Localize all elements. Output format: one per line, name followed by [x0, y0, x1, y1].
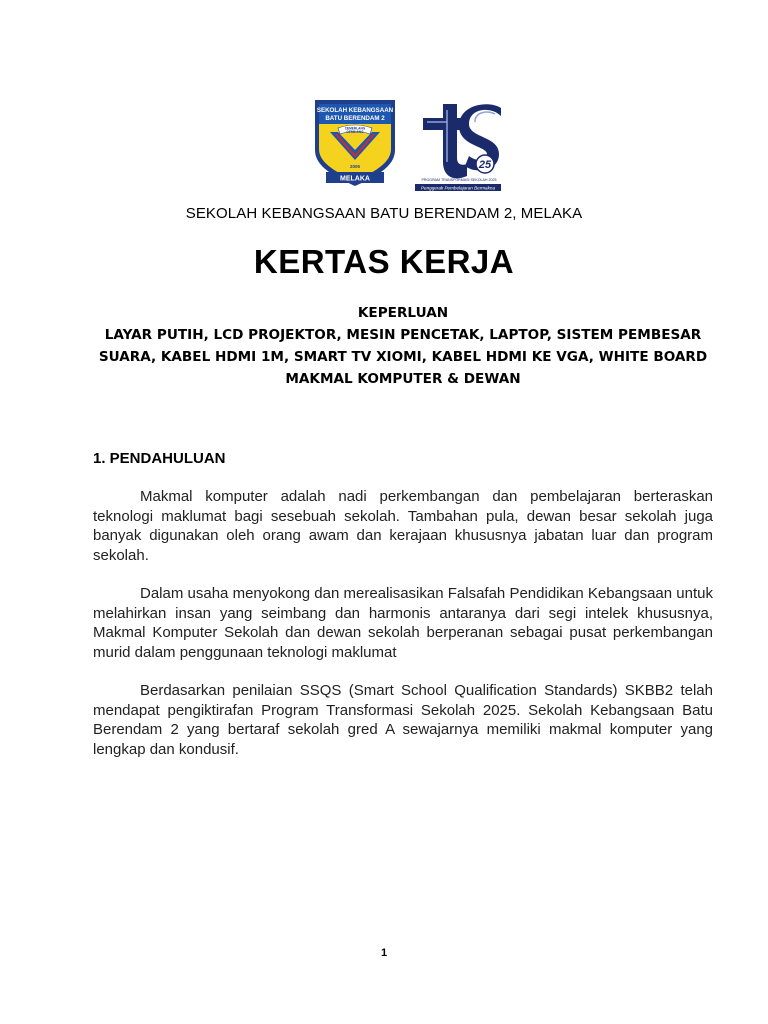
page-number: 1 [380, 947, 388, 959]
school-crest-logo [312, 98, 398, 188]
subject-label: KEPERLUAN [357, 305, 449, 321]
svg-text:BATU BERENDAM 2: BATU BERENDAM 2 [325, 115, 385, 122]
svg-text:PROGRAM TRANSFORMASI SEKOLAH 2: PROGRAM TRANSFORMASI SEKOLAH 2025 [421, 178, 497, 182]
svg-text:25: 25 [478, 159, 492, 171]
subject-items-line-2: SUARA, KABEL HDMI 1M, SMART TV XIOMI, KABEL HDMI KE VGA, WHITE BOARD [98, 349, 708, 365]
school-name: SEKOLAH KEBANGSAAN BATU BERENDAM 2, MELAKA [185, 205, 583, 222]
svg-text:MELAKA: MELAKA [340, 175, 370, 183]
subject-block [60, 302, 746, 390]
paragraph: Berdasarkan penilaian SSQS (Smart School Qualification Standards) SKBB2 telah mendapat pengiktirafan Program Transformasi Sekolah 2025. Sekolah Kebangsaan Batu Berendam 2 yang bertaraf sekolah gred A sewajarnya memiliki makmal komputer yang lengkap dan kondusif. [93, 682, 713, 758]
subject-location: MAKMAL KOMPUTER & DEWAN [285, 371, 521, 387]
subject-items-line-1: LAYAR PUTIH, LCD PROJEKTOR, MESIN PENCETAK, LAPTOP, SISTEM PEMBESAR [104, 327, 702, 343]
svg-text:2005: 2005 [349, 164, 361, 169]
paragraph: Dalam usaha menyokong dan merealisasikan Falsafah Pendidikan Kebangsaan untuk melahirkan insan yang seimbang dan harmonis antaranya dari segi intelek khususnya, Makmal Komputer Sekolah dan dewan sekolah berperanan sebagai pusat perkembangan murid dalam penggunaan teknologi maklumat [93, 585, 713, 661]
document-title: KERTAS KERJA [253, 243, 515, 280]
svg-text:Penggerak Pembelajaran Bermakn: Penggerak Pembelajaran Bermakna [420, 185, 496, 191]
svg-text:GEMILANG: GEMILANG [346, 130, 364, 134]
logo-area [0, 98, 768, 194]
transformasi-sekolah-logo [413, 100, 505, 192]
paragraph: Makmal komputer adalah nadi perkembangan dan pembelajaran berteraskan teknologi maklumat bagi sesebuah sekolah. Tambahan pula, dewan besar sekolah juga banyak digunakan oleh orang awam dan kerajaan khususnya jabatan luar dan program sekolah. [93, 488, 713, 564]
section-heading: 1. PENDAHULUAN [93, 450, 226, 467]
svg-text:SEKOLAH KEBANGSAAN: SEKOLAH KEBANGSAAN [316, 107, 394, 114]
svg-text:CEMERLANG: CEMERLANG [344, 126, 366, 131]
